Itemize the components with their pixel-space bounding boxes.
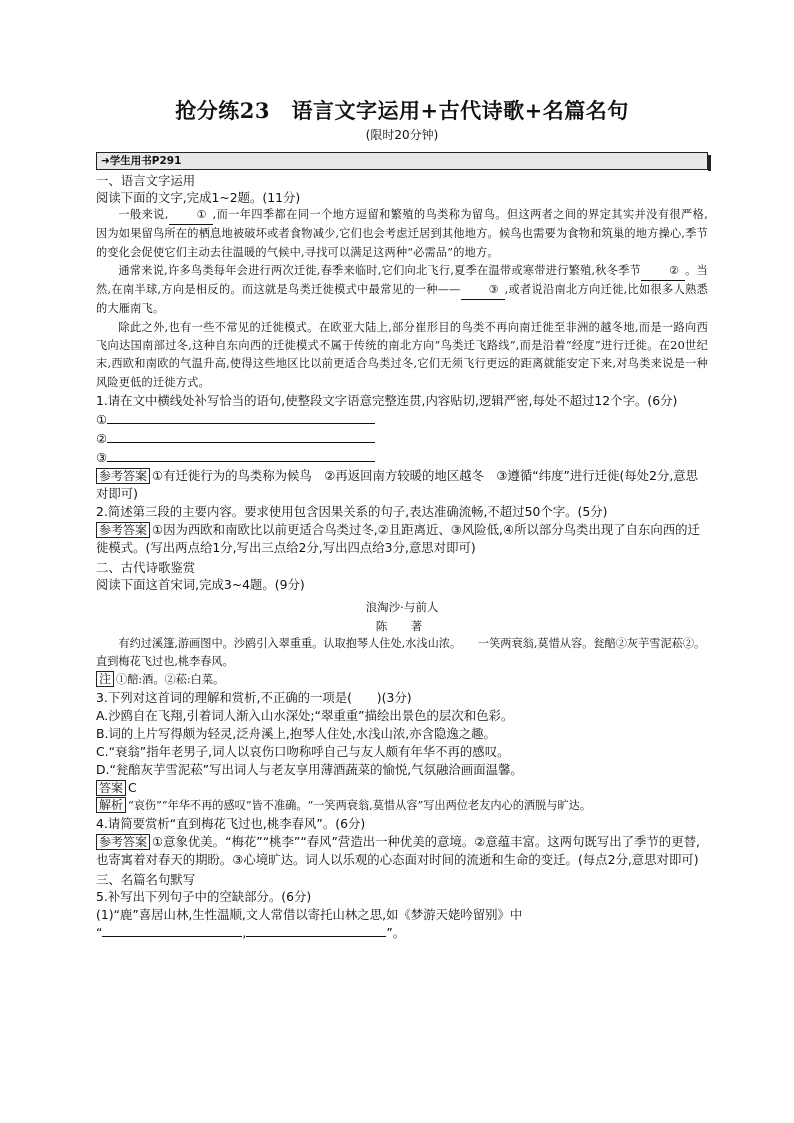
note-text: ①醅:酒。②菘:白菜。: [116, 672, 225, 686]
poem-author: 陈 著: [375, 618, 429, 633]
slot-label: ③: [96, 449, 108, 465]
quote-open: “: [96, 924, 103, 940]
option-c[interactable]: C.“衰翁”指年老男子,词人以哀伤口吻称呼自己与友人颇有年华不再的感叹。: [96, 743, 510, 759]
separator: ,: [242, 924, 247, 940]
fill-blank[interactable]: [102, 924, 242, 937]
note-tag: 注: [96, 671, 114, 687]
answer-3: [96, 779, 708, 797]
section-heading: 一、语言文字运用: [96, 173, 196, 188]
option-b[interactable]: B.词的上片写得颇为轻灵,泛舟溪上,抱琴人住处,水浅山浓,亦含隐逸之趣。: [96, 725, 496, 741]
question-5-1-blanks: [96, 924, 708, 942]
poem-title: 浪淘沙·与前人: [365, 599, 439, 614]
answer-slot-2: [96, 429, 708, 448]
answer-text: ①意象优美。“梅花”“桃李”“春风”营造出一种优美的意境。②意蕴丰富。这两句既写出了季节的更替,也寄寓着对春天的期盼。③心境旷达。词人以乐观的心态面对时间的流逝和生命的变迁。(每点2分,意思对即可): [96, 833, 700, 867]
book-reference-bar: ➜学生用书P291: [96, 152, 708, 170]
explanation-tag: 解析: [96, 797, 126, 813]
reading-instruction: 阅读下面的文字,完成1~2题。(11分): [96, 190, 301, 205]
reference-answer-tag: 参考答案: [96, 468, 150, 484]
question-1: 1.请在文中横线处补写恰当的语句,使整段文字语意完整连贯,内容贴切,逻辑严密,每处不超过12个字。(6分): [96, 392, 678, 408]
fill-blank[interactable]: [246, 924, 386, 937]
answer-line[interactable]: [107, 448, 375, 462]
question-5-1: (1)“鹿”喜居山林,生性温顺,文人常借以寄托山林之思,如《梦游天姥吟留别》中: [96, 906, 523, 922]
blank-1: ①: [169, 206, 213, 225]
answer-tag: 答案: [96, 780, 126, 796]
text-run: ,或者说沿南北方向迁徙,比如很多人熟悉的大雁南飞。: [96, 283, 708, 316]
passage-paragraph-3: 除此之外,也有一些不常见的迁徙模式。在欧亚大陆上,部分崔形目的鸟类不再向南迁徙至非洲的越冬地,而是一路向西飞向达国南部过冬,这种自东向西的迁徙模式不属于传统的南北方向“鸟类迁飞路线”,而是沿着“经度”进行迁徙。在20世纪末,西欧和南欧的气温升高,使得这些地区比以前更适合鸟类过冬,它们无须飞行更远的距离就能安定下来,对鸟类来说是一种风险更低的迁徙方式。: [96, 320, 708, 389]
answer-text: ①有迁徙行为的鸟类称为候鸟 ②再返回南方较暖的地区越冬 ③遵循“纬度”进行迁徙(每处2分,意思对即可): [96, 467, 699, 501]
passage-paragraph-1: [96, 206, 708, 262]
passage-paragraph-2: [96, 262, 708, 319]
answer-slot-1: [96, 410, 708, 429]
quote-close: ”。: [386, 924, 406, 940]
reference-answer-tag: 参考答案: [96, 522, 150, 538]
answer-1: [96, 467, 708, 503]
option-d[interactable]: D.“瓮醅灰芋雪泥菘”写出词人与老友享用薄酒蔬菜的愉悦,气氛融洽画面温馨。: [96, 761, 523, 777]
explanation-text: “哀伤”“年华不再的感叹”皆不准确。“一笑两衰翁,莫惜从容”写出两位老友内心的洒脱与旷达。: [128, 798, 592, 812]
time-limit: (限时20分钟): [365, 128, 439, 142]
question-4: 4.请简要赏析“直到梅花飞过也,桃李春风”。(6分): [96, 815, 366, 831]
answer-2: [96, 521, 708, 557]
worksheet-page: [96, 96, 708, 942]
answer-4: [96, 833, 708, 869]
section-heading: 二、古代诗歌鉴赏: [96, 559, 196, 575]
poem-text: 有约过溪篷,游画图中。沙鸥引入翠重重。认取抱琴人住处,水浅山浓。 一笑两衰翁,莫惜从容。瓮醅②灰芋雪泥菘②。直到梅花飞过也,桃李春风。: [96, 636, 706, 668]
section-heading: 三、名篇名句默写: [96, 871, 196, 887]
poem-notes: [96, 671, 708, 689]
slot-label: ①: [96, 411, 108, 427]
blank-2: ②: [641, 262, 685, 281]
text-run: 通常来说,许多鸟类每年会进行两次迁徙,春季来临时,它们向北飞行,夏季在温带或寒带进行繁殖,秋冬季节: [118, 263, 642, 277]
answer-slot-3: [96, 448, 708, 467]
slot-label: ②: [96, 430, 108, 446]
blank-3: ③: [461, 281, 505, 300]
answer-text: C: [128, 779, 137, 795]
explanation-3: [96, 797, 708, 815]
answer-line[interactable]: [107, 410, 375, 424]
text-run: 。当然,在南半球,方向是相反的。而这就是鸟类迁徙模式中最常见的一种——: [96, 263, 708, 297]
option-a[interactable]: A.沙鸥自在飞翔,引着词人渐入山水深处;“翠重重”描绘出景色的层次和色彩。: [96, 707, 514, 723]
text-run: 一般来说,: [118, 208, 169, 221]
question-3: 3.下列对这首词的理解和赏析,不正确的一项是( )(3分): [96, 689, 412, 705]
question-2: 2.简述第三段的主要内容。要求使用包含因果关系的句子,表达准确流畅,不超过50个字。(5分): [96, 503, 608, 519]
reference-answer-tag: 参考答案: [96, 834, 150, 850]
question-5: 5.补写出下列句子中的空缺部分。(6分): [96, 888, 312, 904]
page-title: 抢分练23 语言文字运用+古代诗歌+名篇名句: [175, 98, 629, 123]
answer-line[interactable]: [107, 429, 375, 443]
text-run: ,而一年四季都在同一个地方逗留和繁殖的鸟类称为留鸟。但这两者之间的界定其实并没有很严格,因为如果留鸟所在的栖息地被破坏或者食物减少,它们也会考虑迁居到其他地方。候鸟也需要为食物和筑巢的地方操心,季节的变化会促使它们主动去往温暖的气候中,寻找可以满足这两种“必需品”的地方。: [96, 208, 708, 259]
reading-instruction: 阅读下面这首宋词,完成3~4题。(9分): [96, 576, 305, 592]
answer-text: ①因为西欧和南欧比以前更适合鸟类过冬,②且距离近、③风险低,④所以部分鸟类出现了自东向西的迁徙模式。(写出两点给1分,写出三点给2分,写出四点给3分,意思对即可): [96, 521, 700, 555]
